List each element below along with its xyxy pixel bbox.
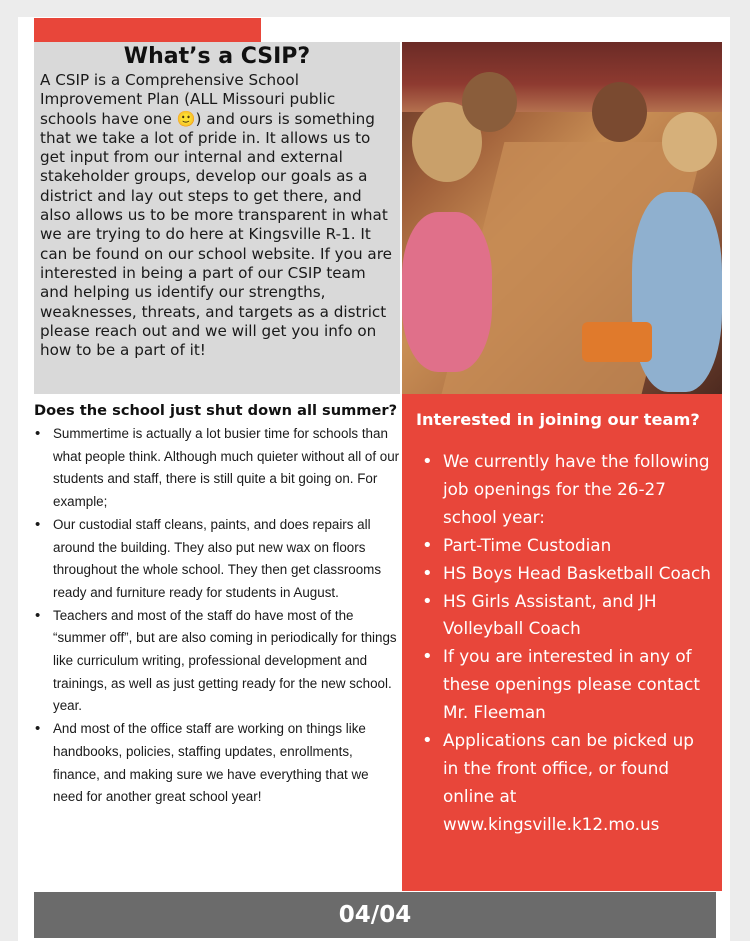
join-team-section [402,394,722,891]
summer-heading: Does the school just shut down all summer? [34,402,398,419]
students-lunch-photo [402,42,722,394]
summer-section [34,402,400,809]
page-number-footer: 04/04 [34,892,716,938]
summer-list-item: • Our custodial staff cleans, paints, and does repairs all around the building. They also put new wax on floors throughout the whole school. They then get classrooms ready and furniture ready for students in August. [34,514,400,605]
summer-list-item: • Summertime is actually a lot busier time for schools than what people think. Although much quieter without all of our students and staff, there is still quite a bit going on. For example; [34,423,400,514]
job-list-item: • HS Girls Assistant, and JH Volleyball Coach [416,588,712,644]
job-list-item: • Applications can be picked up in the front office, or found online at www.kingsville.k12.mo.us [416,727,712,839]
csip-section [34,42,400,394]
job-list-item: • HS Boys Head Basketball Coach [416,560,712,588]
csip-body-text: A CSIP is a Comprehensive School Improvement Plan (ALL Missouri public schools have one 🙂) and ours is something that we take a lot of pride in. It allows us to get input from our internal and external stakeholder groups, develop our goals as a district and lay out steps to get there, and also allows us to be more transparent in what we are trying to do here at Kingsville R-1. It can be found on our school website. If you are interested in being a part of our CSIP team and helping us identify our strengths, weaknesses, threats, and targets as a district please reach out and we will get you info on how to be a part of it! [40,71,392,360]
join-heading: Interested in joining our team? [416,410,700,429]
csip-title: What’s a CSIP? [123,44,311,69]
summer-list-item: • Teachers and most of the staff do have most of the “summer off”, but are also coming in periodically for things like curriculum writing, professional development and trainings, as well as just getting ready for the new school. year. [34,605,400,719]
job-list-item: • We currently have the following job openings for the 26-27 school year: [416,448,712,532]
summer-list [34,423,400,809]
job-openings-list [416,448,712,839]
job-list-item: • If you are interested in any of these openings please contact Mr. Fleeman [416,643,712,727]
job-list-item: • Part-Time Custodian [416,532,712,560]
summer-list-item: • And most of the office staff are working on things like handbooks, policies, staffing updates, enrollments, finance, and making sure we have everything that we need for another great school year! [34,718,400,809]
red-accent-tab [34,18,261,42]
